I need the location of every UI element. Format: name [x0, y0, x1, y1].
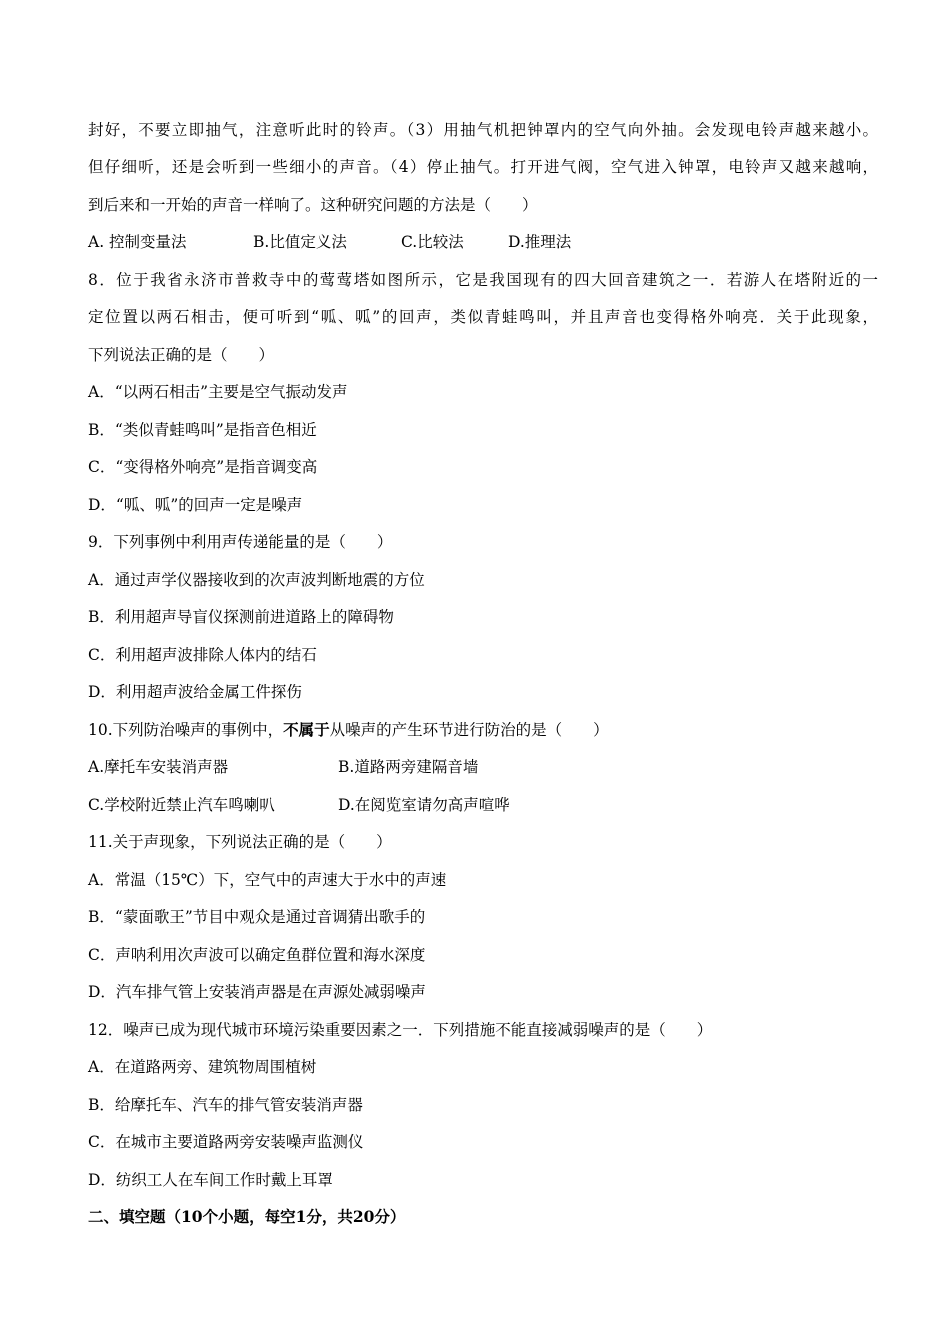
q7-option-c: C.比较法 — [401, 233, 464, 251]
q11-option-c: C．声呐利用次声波可以确定鱼群位置和海水深度 — [88, 946, 426, 964]
q8-option-c: C．“变得格外响亮”是指音调变高 — [88, 458, 318, 476]
section-2-heading: 二、填空题（10个小题，每空1分，共20分） — [88, 1207, 406, 1226]
q10-option-b: B.道路两旁建隔音墙 — [338, 758, 479, 776]
q10-options-row-2 — [88, 795, 878, 815]
q7-text-line-1: 封好，不要立即抽气，注意听此时的铃声。（3）用抽气机把钟罩内的空气向外抽。会发现电铃声越来越小。 — [88, 121, 878, 139]
q7-text-line-3: 到后来和一开始的声音一样响了。这种研究问题的方法是（ ） — [88, 196, 538, 214]
q7-option-d: D.推理法 — [508, 233, 572, 251]
q7-text-line-2: 但仔细听，还是会听到一些细小的声音。（4）停止抽气。打开进气阀，空气进入钟罩，电铃声又越来越响， — [88, 158, 878, 176]
q11-option-b: B．“蒙面歌王”节目中观众是通过音调猜出歌手的 — [88, 908, 426, 926]
q8-option-b: B．“类似青蛙鸣叫”是指音色相近 — [88, 421, 317, 439]
q11-stem: 11.关于声现象，下列说法正确的是（ ） — [88, 833, 392, 851]
q11-option-a: A．常温（15℃）下，空气中的声速大于水中的声速 — [88, 871, 447, 889]
q9-stem: 9．下列事例中利用声传递能量的是（ ） — [88, 533, 393, 551]
q12-stem: 12．噪声已成为现代城市环境污染重要因素之一．下列措施不能直接减弱噪声的是（ ） — [88, 1021, 713, 1039]
q8-option-d: D．“呱、呱”的回声一定是噪声 — [88, 496, 303, 514]
q10-option-d: D.在阅览室请勿高声喧哗 — [338, 796, 510, 814]
q10-stem-emphasis: 不属于 — [283, 720, 330, 739]
q12-option-d: D．纺织工人在车间工作时戴上耳罩 — [88, 1171, 333, 1189]
q8-text-line-3: 下列说法正确的是（ ） — [88, 346, 275, 364]
q9-option-a: A．通过声学仪器接收到的次声波判断地震的方位 — [88, 571, 425, 589]
q7-options — [88, 232, 878, 252]
q10-option-a: A.摩托车安装消声器 — [88, 758, 229, 776]
q10-stem — [88, 720, 878, 740]
q10-options-row-1 — [88, 757, 878, 777]
q9-option-d: D．利用超声波给金属工件探伤 — [88, 683, 302, 701]
q10-stem-post: 从噪声的产生环节进行防治的是（ ） — [329, 721, 609, 739]
q7-option-b: B.比值定义法 — [253, 233, 347, 251]
q8-text-line-2: 定位置以两石相击，便可听到“呱、呱”的回声，类似青蛙鸣叫，并且声音也变得格外响亮．关于此现象， — [88, 308, 878, 326]
q10-stem-pre: 10.下列防治噪声的事例中， — [88, 721, 284, 739]
q9-option-c: C．利用超声波排除人体内的结石 — [88, 646, 317, 664]
q12-option-c: C．在城市主要道路两旁安装噪声监测仪 — [88, 1133, 364, 1151]
q7-option-a: A. 控制变量法 — [88, 233, 187, 251]
q11-option-d: D．汽车排气管上安装消声器是在声源处减弱噪声 — [88, 983, 426, 1001]
q8-text-line-1: 8．位于我省永济市普救寺中的莺莺塔如图所示，它是我国现有的四大回音建筑之一．若游人在塔附近的一 — [88, 271, 878, 289]
q8-option-a: A．“以两石相击”主要是空气振动发声 — [88, 383, 348, 401]
q9-option-b: B．利用超声导盲仪探测前进道路上的障碍物 — [88, 608, 394, 626]
q10-option-c: C.学校附近禁止汽车鸣喇叭 — [88, 796, 275, 814]
q12-option-a: A．在道路两旁、建筑物周围植树 — [88, 1058, 317, 1076]
q12-option-b: B．给摩托车、汽车的排气管安装消声器 — [88, 1096, 363, 1114]
